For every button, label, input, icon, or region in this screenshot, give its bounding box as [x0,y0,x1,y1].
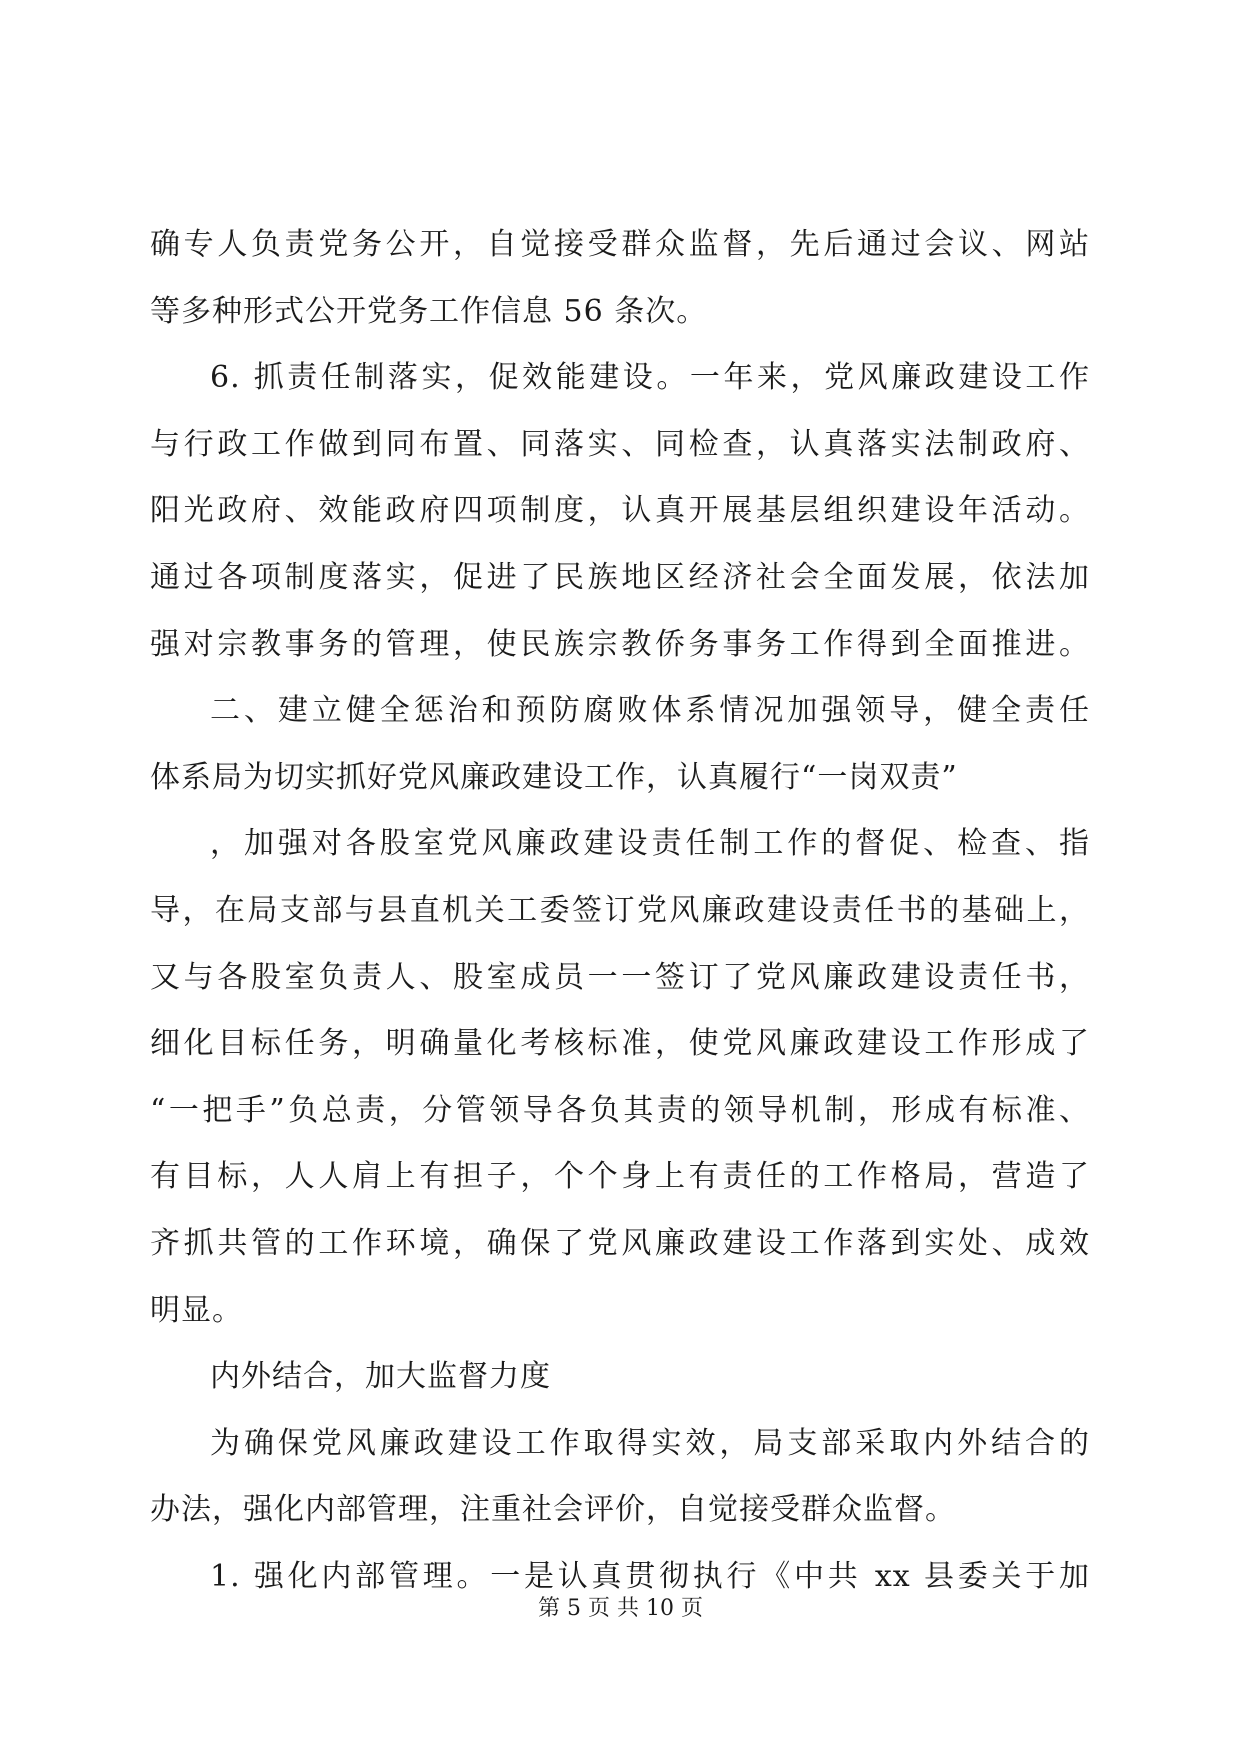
text-line-20: 办法，强化内部管理，注重社会评价，自觉接受群众监督。 [150,1492,956,1528]
text-line-9: 体系局为切实抓好党风廉政建设工作，认真履行“一岗双责” [150,759,958,795]
text-line-13: 细化目标任务，明确量化考核标准，使党风廉政建设工作形成了 [150,1026,1090,1062]
text-line-1: 确专人负责党务公开，自觉接受群众监督，先后通过会议、网站 [150,227,1090,262]
text-line-19: 为确保党风廉政建设工作取得实效，局支部采取内外结合的 [210,1425,1090,1461]
text-line-11: 导，在局支部与县直机关工委签订党风廉政建设责任书的基础上， [150,892,1090,928]
text-line-12: 又与各股室负责人、股室成员一一签订了党风廉政建设责任书， [150,959,1090,995]
text-line-14: “一把手”负总责，分管领导各负其责的领导机制，形成有标准、 [150,1092,1090,1128]
text-line-7: 强对宗教事务的管理，使民族宗教侨务事务工作得到全面推进。 [150,626,1090,662]
text-line-17: 明显。 [150,1292,243,1328]
text-line-2: 等多种形式公开党务工作信息 56 条次。 [150,293,708,329]
text-line-16: 齐抓共管的工作环境，确保了党风廉政建设工作落到实处、成效 [150,1225,1090,1261]
page-number-footer: 第 5 页 共 10 页 [538,1596,703,1621]
text-line-3: 6. 抓责任制落实，促效能建设。一年来，党风廉政建设工作 [210,360,1090,396]
text-line-15: 有目标，人人肩上有担子，个个身上有责任的工作格局，营造了 [150,1159,1090,1195]
text-line-6: 通过各项制度落实，促进了民族地区经济社会全面发展，依法加 [150,559,1090,595]
text-line-4: 与行政工作做到同布置、同落实、同检查，认真落实法制政府、 [150,426,1090,462]
text-line-10: ，加强对各股室党风廉政建设责任制工作的督促、检查、指 [210,826,1090,862]
section-heading: 内外结合，加大监督力度 [210,1359,551,1395]
text-line-21: 1. 强化内部管理。一是认真贯彻执行《中共 xx 县委关于加 [210,1558,1090,1594]
body-text [150,227,1090,1628]
text-line-8: 二、建立健全惩治和预防腐败体系情况加强领导，健全责任 [210,693,1090,729]
text-line-5: 阳光政府、效能政府四项制度，认真开展基层组织建设年活动。 [150,493,1090,529]
